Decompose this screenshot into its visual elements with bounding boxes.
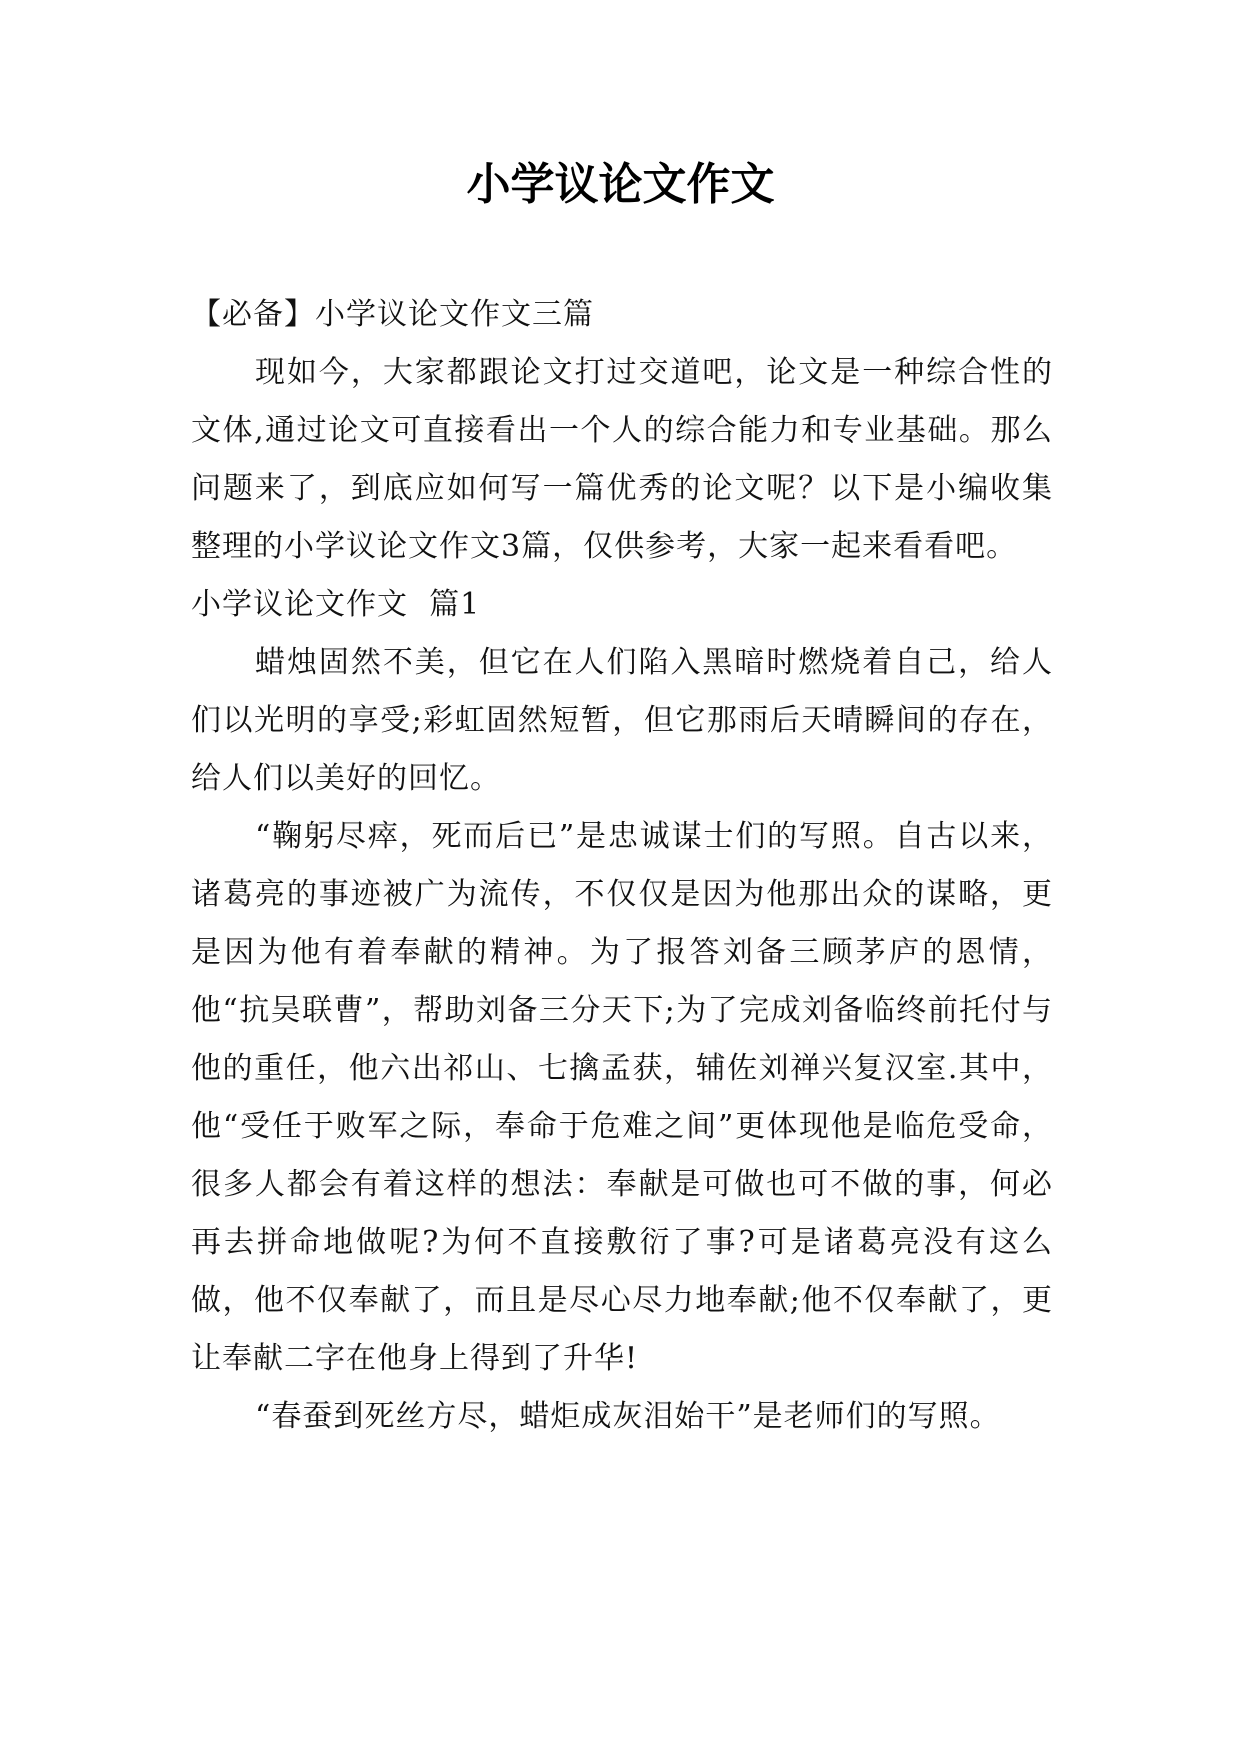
document-title: 小学议论文作文: [466, 159, 775, 210]
document-subtitle: 【必备】小学议论文作文三篇: [191, 297, 594, 332]
body-paragraph-1: 蜡烛固然不美，但它在人们陷入黑暗时燃烧着自己，给人们以光明的享受;彩虹固然短暂，但它那雨后天晴瞬间的存在，给人们以美好的回忆。: [191, 645, 1053, 796]
intro-paragraph: 现如今，大家都跟论文打过交道吧，论文是一种综合性的文体,通过论文可直接看出一个人的综合能力和专业基础。那么问题来了，到底应如何写一篇优秀的论文呢？以下是小编收集整理的小学议论文作文3篇，仅供参考，大家一起来看看吧。: [191, 355, 1053, 564]
section-heading: 小学议论文作文 篇1: [191, 587, 481, 622]
body-paragraph-2: “鞠躬尽瘁，死而后已”是忠诚谋士们的写照。自古以来，诸葛亮的事迹被广为流传，不仅仅是因为他那出众的谋略，更是因为他有着奉献的精神。为了报答刘备三顾茅庐的恩情，他“抗吴联曹”，帮助刘备三分天下;为了完成刘备临终前托付与他的重任，他六出祁山、七擒孟获，辅佐刘禅兴复汉室.其中，他“受任于败军之际，奉命于危难之间”更体现他是临危受命，很多人都会有着这样的想法：奉献是可做也可不做的事，何必再去拼命地做呢?为何不直接敷衍了事?可是诸葛亮没有这么做，他不仅奉献了，而且是尽心尽力地奉献;他不仅奉献了，更让奉献二字在他身上得到了升华!: [191, 819, 1053, 1376]
body-paragraph-3: “春蚕到死丝方尽，蜡炬成灰泪始干”是老师们的写照。: [255, 1399, 1001, 1434]
document-body: [191, 286, 1053, 1446]
